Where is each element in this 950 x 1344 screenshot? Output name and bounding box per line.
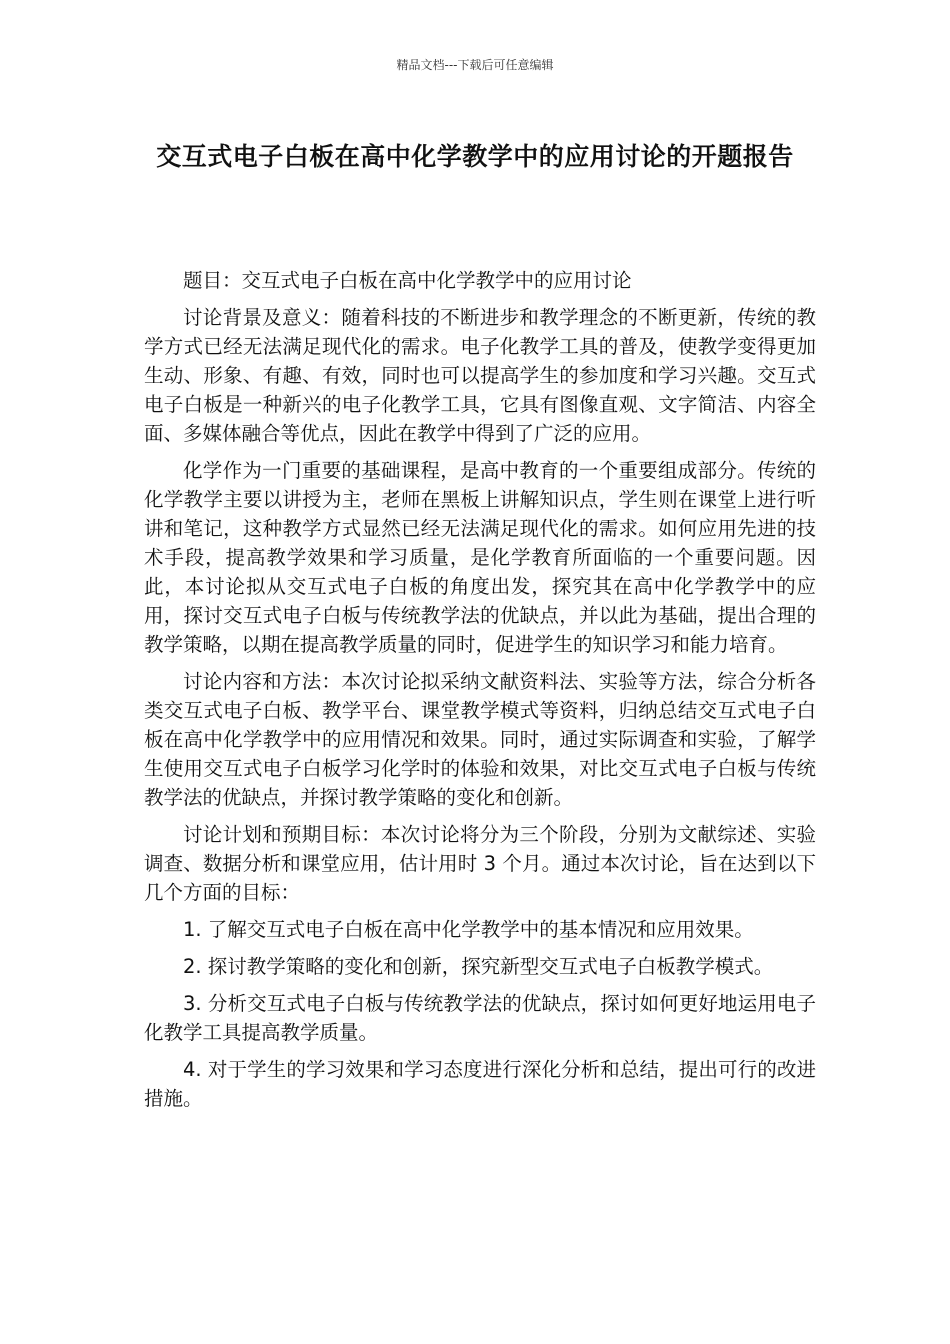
goal-item-1: 1. 了解交互式电子白板在高中化学教学中的基本情况和应用效果。	[183, 918, 754, 941]
paragraph-topic: 题目：交互式电子白板在高中化学教学中的应用讨论	[183, 269, 632, 292]
goal-item-3: 3. 分析交互式电子白板与传统教学法的优缺点，探讨如何更好地运用电子化教学工具提高教学质量。	[144, 992, 816, 1044]
document-body	[144, 266, 816, 1121]
paragraph-methods: 讨论内容和方法：本次讨论拟采纳文献资料法、实验等方法，综合分析各类交互式电子白板、教学平台、课堂教学模式等资料，归纳总结交互式电子白板在高中化学教学中的应用情况和效果。同时，通过实际调查和实验，了解学生使用交互式电子白板学习化学时的体验和效果，对比交互式电子白板与传统教学法的优缺点，并探讨教学策略的变化和创新。	[144, 670, 816, 809]
goal-item-4: 4. 对于学生的学习效果和学习态度进行深化分析和总结，提出可行的改进措施。	[144, 1058, 816, 1110]
goal-item-2: 2. 探讨教学策略的变化和创新，探究新型交互式电子白板教学模式。	[183, 955, 774, 978]
document-title: 交互式电子白板在高中化学教学中的应用讨论的开题报告	[156, 142, 794, 171]
paragraph-plan: 讨论计划和预期目标：本次讨论将分为三个阶段，分别为文献综述、实验调查、数据分析和课堂应用，估计用时 3 个月。通过本次讨论，旨在达到以下几个方面的目标：	[144, 823, 816, 904]
running-header: 精品文档---下载后可任意编辑	[396, 58, 554, 72]
paragraph-background: 讨论背景及意义：随着科技的不断进步和教学理念的不断更新，传统的教学方式已经无法满足现代化的需求。电子化教学工具的普及，使教学变得更加生动、形象、有趣、有效，同时也可以提高学生的参加度和学习兴趣。交互式电子白板是一种新兴的电子化教学工具，它具有图像直观、文字简洁、内容全面、多媒体融合等优点，因此在教学中得到了广泛的应用。	[144, 306, 816, 445]
paragraph-chemistry: 化学作为一门重要的基础课程，是高中教育的一个重要组成部分。传统的化学教学主要以讲授为主，老师在黑板上讲解知识点，学生则在课堂上进行听讲和笔记，这种教学方式显然已经无法满足现代化的需求。如何应用先进的技术手段，提高教学效果和学习质量，是化学教育所面临的一个重要问题。因此，本讨论拟从交互式电子白板的角度出发，探究其在高中化学教学中的应用，探讨交互式电子白板与传统教学法的优缺点，并以此为基础，提出合理的教学策略，以期在提高教学质量的同时，促进学生的知识学习和能力培育。	[144, 459, 816, 656]
